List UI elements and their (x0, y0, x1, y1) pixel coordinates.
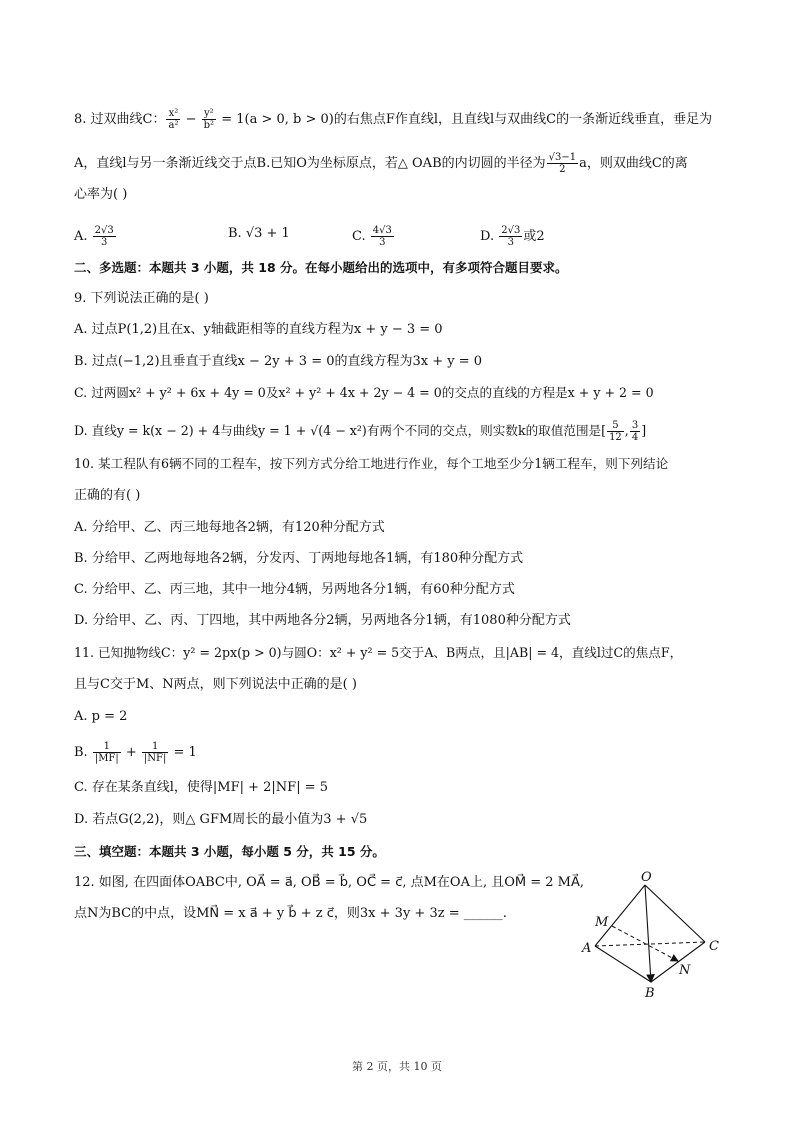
option-frac (371, 225, 394, 248)
q11-option-c: C. 存在某条直线l，使得|MF| + 2|NF| = 5 (74, 780, 329, 795)
frac-den: |NF| (143, 753, 167, 764)
q8-option-c (352, 225, 395, 248)
option-frac (93, 741, 121, 764)
frac-den: b² (203, 120, 215, 131)
q8-line1 (74, 108, 712, 131)
frac-den: 12 (609, 432, 622, 443)
frac-num: 5 (607, 420, 624, 432)
option-suffix: = 1 (169, 745, 197, 760)
frac-num: 2√3 (501, 225, 521, 236)
option-frac (499, 225, 522, 248)
option-suffix: ] (641, 423, 647, 438)
minus-sign: − (181, 112, 201, 127)
option-suffix: 或2 (523, 229, 545, 244)
label-B: B (645, 986, 655, 1001)
q11-option-d: D. 若点G(2,2)，则△ GFM周长的最小值为3 + √5 (74, 812, 368, 827)
q11-stem-line2: 且与C交于M、N两点，则下列说法中正确的是( ) (74, 677, 357, 692)
frac-den: 3 (379, 237, 386, 248)
edge-OC (645, 885, 705, 942)
frac-num: 1 (142, 741, 168, 753)
plus-sign: + (121, 745, 141, 760)
q10-option-b: B. 分给甲、乙两地每地各2辆，分发丙、丁两地每地各1辆，有180种分配方式 (74, 551, 524, 566)
q8-line2-pre: A，直线l与另一条渐近线交于点B.已知O为坐标原点，若△ OAB的内切圆的半径为 (74, 156, 546, 171)
q8-line1-post: = 1(a > 0, b > 0)的右焦点F作直线l，且直线l与双曲线C的一条渐近线垂直，垂足为 (217, 112, 713, 127)
q8-radius-frac (547, 152, 578, 175)
option-frac (630, 420, 640, 443)
tetrahedron-figure (575, 868, 725, 1003)
label-O: O (641, 870, 652, 885)
page-footer: 第 2 页，共 10 页 (352, 1060, 442, 1073)
frac-num: 2√3 (94, 225, 114, 236)
option-frac (142, 741, 168, 764)
q10-option-d: D. 分给甲、乙、丙、丁四地，其中两地各分2辆，另两地各分1辆，有1080种分配方式 (74, 613, 571, 628)
edge-AC-hidden (595, 942, 705, 946)
q9-option-c: C. 过两圆x² + y² + 6x + 4y = 0及x² + y² + 4x + 2y − 4 = 0的交点的直线的方程是x + y + 2 = 0 (74, 385, 654, 400)
q12-line1: 12. 如图, 在四面体OABC中, OA⃗ = a⃗, OB⃗ = b⃗, OC⃗ = c⃗, 点M在OA上, 且OM⃗ = 2 MA⃗, (74, 875, 585, 890)
q8-line2 (74, 152, 688, 175)
q11-option-b (74, 741, 197, 764)
frac-den: a² (168, 120, 179, 131)
frac-den: 3 (101, 237, 108, 248)
q8-frac-y2b2 (202, 108, 216, 131)
option-frac (607, 420, 624, 443)
option-label: C. (352, 229, 370, 244)
q8-line1-pre: 8. 过双曲线C： (74, 112, 166, 127)
frac-num: y² (202, 108, 216, 120)
q9-option-b: B. 过点(−1,2)且垂直于直线x − 2y + 3 = 0的直线方程为3x + y = 0 (74, 354, 483, 369)
q9-option-d (74, 420, 646, 443)
section-heading-fill-in: 三、填空题：本题共 3 小题，每小题 5 分，共 15 分。 (74, 844, 385, 859)
q12-line2: 点N为BC的中点，设MN⃗ = x a⃗ + y b⃗ + z c⃗，则3x + 3y + 3z = ______. (74, 906, 507, 921)
frac-den: 4 (631, 432, 639, 443)
q11-option-a: A. p = 2 (74, 709, 128, 724)
q9-option-a: A. 过点P(1,2)且在x、y轴截距相等的直线方程为x + y − 3 = 0 (74, 322, 443, 337)
q8-frac-x2a2 (166, 108, 180, 131)
edge-BC (651, 942, 705, 982)
label-A: A (582, 941, 592, 956)
frac-den: |MF| (94, 753, 119, 764)
frac-num: 3 (631, 420, 639, 431)
edge-AB (595, 946, 651, 982)
q10-option-c: C. 分给甲、乙、丙三地，其中一地分4辆，另两地各分1辆，有60种分配方式 (74, 582, 515, 597)
q10-stem-line1: 10. 某工程队有6辆不同的工程车，按下列方式分给工地进行作业，每个工地至少分1辆工程车，则下列结论 (74, 456, 669, 471)
label-M: M (595, 915, 609, 930)
option-label: A. (74, 229, 92, 244)
comma: , (624, 423, 629, 438)
q8-line3: 心率为( ) (74, 187, 128, 202)
q10-option-a: A. 分给甲、乙、丙三地每地各2辆，有120种分配方式 (74, 520, 385, 535)
label-C: C (709, 939, 719, 954)
q9-stem: 9. 下列说法正确的是( ) (74, 291, 209, 306)
q10-stem-line2: 正确的有( ) (74, 488, 141, 503)
section-heading-multiple-choice: 二、多选题：本题共 3 小题，共 18 分。在每小题给出的选项中，有多项符合题目要求。 (74, 260, 568, 275)
q11-stem-line1: 11. 已知抛物线C：y² = 2px(p > 0)与圆O：x² + y² = 5交于A、B两点，且|AB| = 4，直线l过C的焦点F， (74, 645, 683, 660)
label-N: N (679, 963, 691, 978)
frac-num: 4√3 (372, 225, 392, 236)
frac-den: 3 (507, 237, 514, 248)
edge-OB (645, 885, 651, 982)
q8-option-d (480, 225, 545, 248)
frac-num: 1 (93, 741, 121, 753)
option-label: B. (74, 745, 92, 760)
option-text: D. 直线y = k(x − 2) + 4与曲线y = 1 + √(4 − x²)有两个不同的交点，则实数k的取值范围是[ (74, 423, 607, 438)
option-frac (93, 225, 116, 248)
frac-den: 2 (559, 164, 566, 175)
option-label: D. (480, 229, 499, 244)
frac-num: √3−1 (548, 152, 577, 163)
q8-option-a (74, 225, 117, 248)
frac-num: x² (166, 108, 180, 120)
q8-option-b: B. √3 + 1 (228, 226, 290, 241)
q8-line2-post: a，则双曲线C的离 (579, 156, 688, 171)
